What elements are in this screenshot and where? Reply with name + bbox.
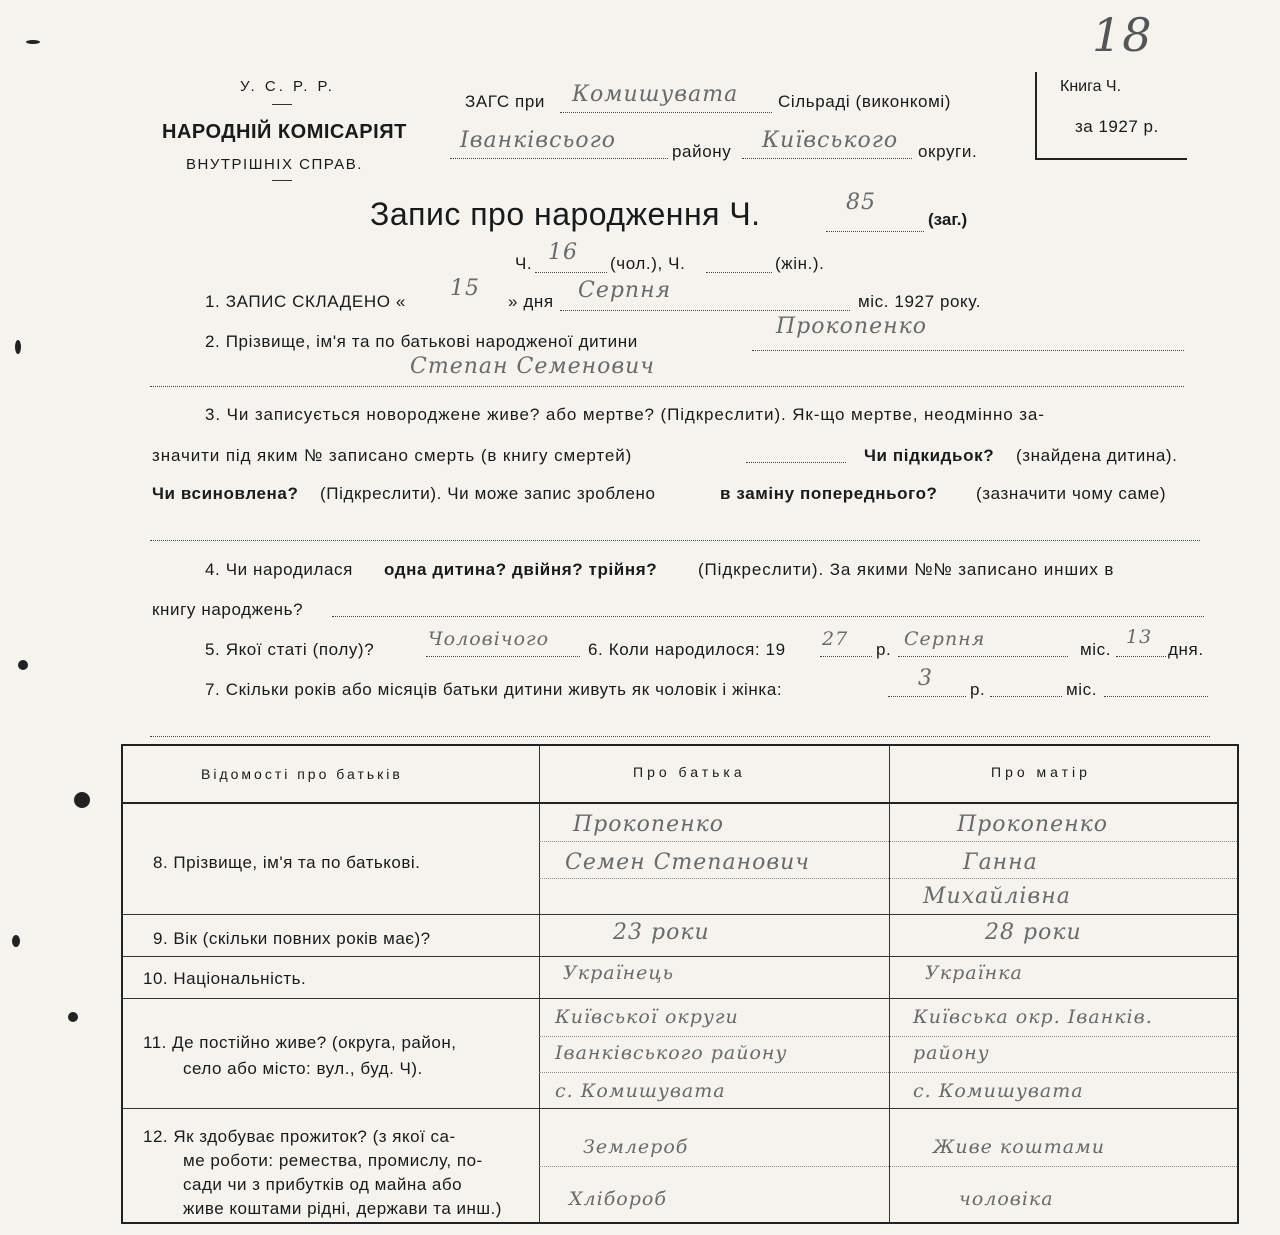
item6-mis: міс. <box>1080 640 1112 659</box>
okrug-handwritten: Київського <box>762 128 899 153</box>
father-residence-2: Іванківського району <box>555 1042 788 1064</box>
item7-label: 7. Скільки років або місяців батьки дитини живуть як чоловік і жінка: <box>205 680 783 699</box>
book-box-bottom <box>1035 158 1187 160</box>
item3-line3d: (зазначити чому саме) <box>976 484 1167 503</box>
father-age: 23 роки <box>613 920 710 945</box>
item6-r: р. <box>876 640 892 659</box>
birth-year-handwritten: 27 <box>822 628 849 650</box>
father-occupation-2: Хлібороб <box>569 1188 667 1210</box>
father-residence-1: Київської округи <box>555 1006 739 1028</box>
item7-r: р. <box>970 680 986 699</box>
scan-speck <box>26 40 40 44</box>
fill-line <box>1116 656 1166 657</box>
fill-line <box>746 462 846 463</box>
header-father: Про батька <box>633 764 746 780</box>
item4-multiplicity: одна дитина? двійня? трійня? <box>384 560 658 579</box>
item3-line2c: (знайдена дитина). <box>1016 446 1178 465</box>
fill-line <box>332 616 1204 617</box>
item3-foundling: Чи підкидьок? <box>864 446 995 465</box>
fill-line <box>752 350 1184 351</box>
mother-residence-3: с. Комишувата <box>913 1080 1084 1102</box>
mother-surname: Прокопенко <box>957 812 1108 837</box>
scan-speck <box>12 935 20 947</box>
fill-line <box>990 696 1062 697</box>
row11-label-2: село або місто: вул., буд. Ч). <box>183 1059 423 1078</box>
fill-line <box>150 540 1200 541</box>
fill-line <box>706 272 772 273</box>
folio-handwritten: 18 <box>1092 8 1153 62</box>
record-number-handwritten: 85 <box>846 190 876 215</box>
sub-line <box>539 841 1237 842</box>
mother-residence-2: району <box>913 1042 990 1064</box>
commissariat-title: НАРОДНІЙ КОМІСАРІЯТ <box>162 121 407 143</box>
sub-line <box>539 878 1237 879</box>
fill-line <box>560 112 772 113</box>
item5-label: 5. Якої статі (полу)? <box>205 640 375 659</box>
male-number-handwritten: 16 <box>548 240 578 265</box>
fill-line <box>898 656 1068 657</box>
scan-speck <box>18 660 28 670</box>
child-surname-handwritten: Прокопенко <box>776 314 927 339</box>
male-label: (чол.), Ч. <box>610 254 686 273</box>
record-title: Запис про народження Ч. <box>370 196 761 232</box>
item6-label: 6. Коли народилося: 19 <box>588 640 786 659</box>
district-handwritten: Іванківсього <box>460 128 616 153</box>
item7-mis: міс. <box>1066 680 1098 699</box>
item3-line1: 3. Чи записується новороджене живе? або мертве? (Підкреслити). Як-що мертве, неодмінно за- <box>205 405 1045 424</box>
row12-label-1: 12. Як здобуває прожиток? (з якої са- <box>143 1127 456 1146</box>
fill-line <box>820 656 872 657</box>
fill-line <box>742 158 912 159</box>
item4-line2: книгу народжень? <box>152 600 304 619</box>
row-divider <box>123 1108 1237 1109</box>
fill-line <box>150 386 1184 387</box>
row10-label: 10. Національність. <box>143 969 307 988</box>
fill-line <box>450 158 668 159</box>
row12-label-3: сади чи з прибутків од майна або <box>183 1175 463 1194</box>
mother-nationality: Українка <box>925 962 1023 984</box>
mother-residence-1: Київська окр. Іванків. <box>913 1006 1153 1028</box>
header-parents-info: Відомості про батьків <box>201 766 403 782</box>
father-residence-3: с. Комишувата <box>555 1080 726 1102</box>
mother-occupation-2: чоловіка <box>959 1188 1054 1210</box>
row9-label: 9. Вік (скільки повних років має)? <box>153 929 431 948</box>
married-years-handwritten: 3 <box>918 666 933 691</box>
item4-line1c: (Підкреслити). За якими №№ записано инших в <box>698 560 1115 579</box>
fill-line <box>426 656 580 657</box>
year-label: за 1927 р. <box>1075 117 1159 136</box>
male-prefix: Ч. <box>515 254 533 273</box>
department-label: ВНУТРІШНІХ СПРАВ. <box>186 156 363 173</box>
row8-label: 8. Прізвище, ім'я та по батькові. <box>153 853 421 872</box>
father-surname: Прокопенко <box>573 812 724 837</box>
village-handwritten: Комишувата <box>572 82 739 107</box>
column-divider <box>889 746 890 1222</box>
item1-month-handwritten: Серпня <box>578 278 672 303</box>
item3-line3b: (Підкреслити). Чи може запис зроблено <box>320 484 656 503</box>
village-suffix: Сільраді (виконкомі) <box>778 92 952 111</box>
mother-occupation-1: Живе коштами <box>933 1136 1106 1158</box>
item3-replacement: в заміну попереднього? <box>720 484 938 503</box>
header-divider <box>123 802 1237 804</box>
father-nationality: Українець <box>563 962 675 984</box>
mother-patronymic: Михайлівна <box>923 884 1071 909</box>
fill-line <box>888 696 966 697</box>
father-name: Семен Степанович <box>565 850 810 875</box>
birth-day-handwritten: 13 <box>1126 626 1153 648</box>
sub-line <box>539 1072 1237 1073</box>
item4-line1a: 4. Чи народилася <box>205 560 353 579</box>
row11-label-1: 11. Де постійно живе? (округа, район, <box>143 1033 457 1052</box>
row-divider <box>123 914 1237 915</box>
item3-adopted: Чи всиновлена? <box>152 484 299 503</box>
scan-speck <box>68 1012 78 1022</box>
scan-speck <box>15 340 21 354</box>
okrug-label: округи. <box>918 142 978 161</box>
divider <box>272 104 292 105</box>
fill-line <box>150 736 1210 737</box>
item1-day-handwritten: 15 <box>450 276 480 301</box>
book-box-left <box>1035 72 1037 158</box>
divider <box>272 180 292 181</box>
row-divider <box>123 998 1237 999</box>
column-divider <box>539 746 540 1222</box>
sub-line <box>539 1166 1237 1167</box>
row12-label-2: ме роботи: ремества, промислу, по- <box>183 1151 483 1170</box>
mother-age: 28 роки <box>985 920 1082 945</box>
book-label: Книга Ч. <box>1060 78 1122 95</box>
fill-line <box>560 310 850 311</box>
republic-label: У. С. Р. Р. <box>240 78 335 95</box>
item3-line2a: значити під яким № записано смерть (в книгу смертей) <box>152 446 633 465</box>
parents-table <box>121 744 1239 1224</box>
scan-speck <box>74 792 90 808</box>
zags-prefix: ЗАГС при <box>465 92 546 111</box>
birth-month-handwritten: Серпня <box>904 628 986 650</box>
record-suffix: (заг.) <box>928 210 968 229</box>
item1-prefix: 1. ЗАПИС СКЛАДЕНО « <box>205 292 406 311</box>
item1-suffix: міс. 1927 року. <box>858 292 982 311</box>
fill-line <box>535 272 607 273</box>
item1-mid: » дня <box>508 292 554 311</box>
sex-handwritten: Чоловічого <box>428 628 550 650</box>
female-label: (жін.). <box>775 254 825 273</box>
item6-dnya: дня. <box>1168 640 1204 659</box>
row12-label-4: живе коштами рідні, держави та инш.) <box>183 1199 502 1218</box>
mother-name: Ганна <box>963 850 1038 875</box>
sub-line <box>539 1036 1237 1037</box>
row-divider <box>123 956 1237 957</box>
item2-label: 2. Прізвище, ім'я та по батькові народженої дитини <box>205 332 638 351</box>
fill-line <box>1104 696 1208 697</box>
child-name-handwritten: Степан Семенович <box>410 354 655 379</box>
district-label: району <box>672 142 732 161</box>
fill-line <box>826 231 924 232</box>
header-mother: Про матір <box>991 764 1091 780</box>
father-occupation-1: Землероб <box>583 1136 689 1158</box>
